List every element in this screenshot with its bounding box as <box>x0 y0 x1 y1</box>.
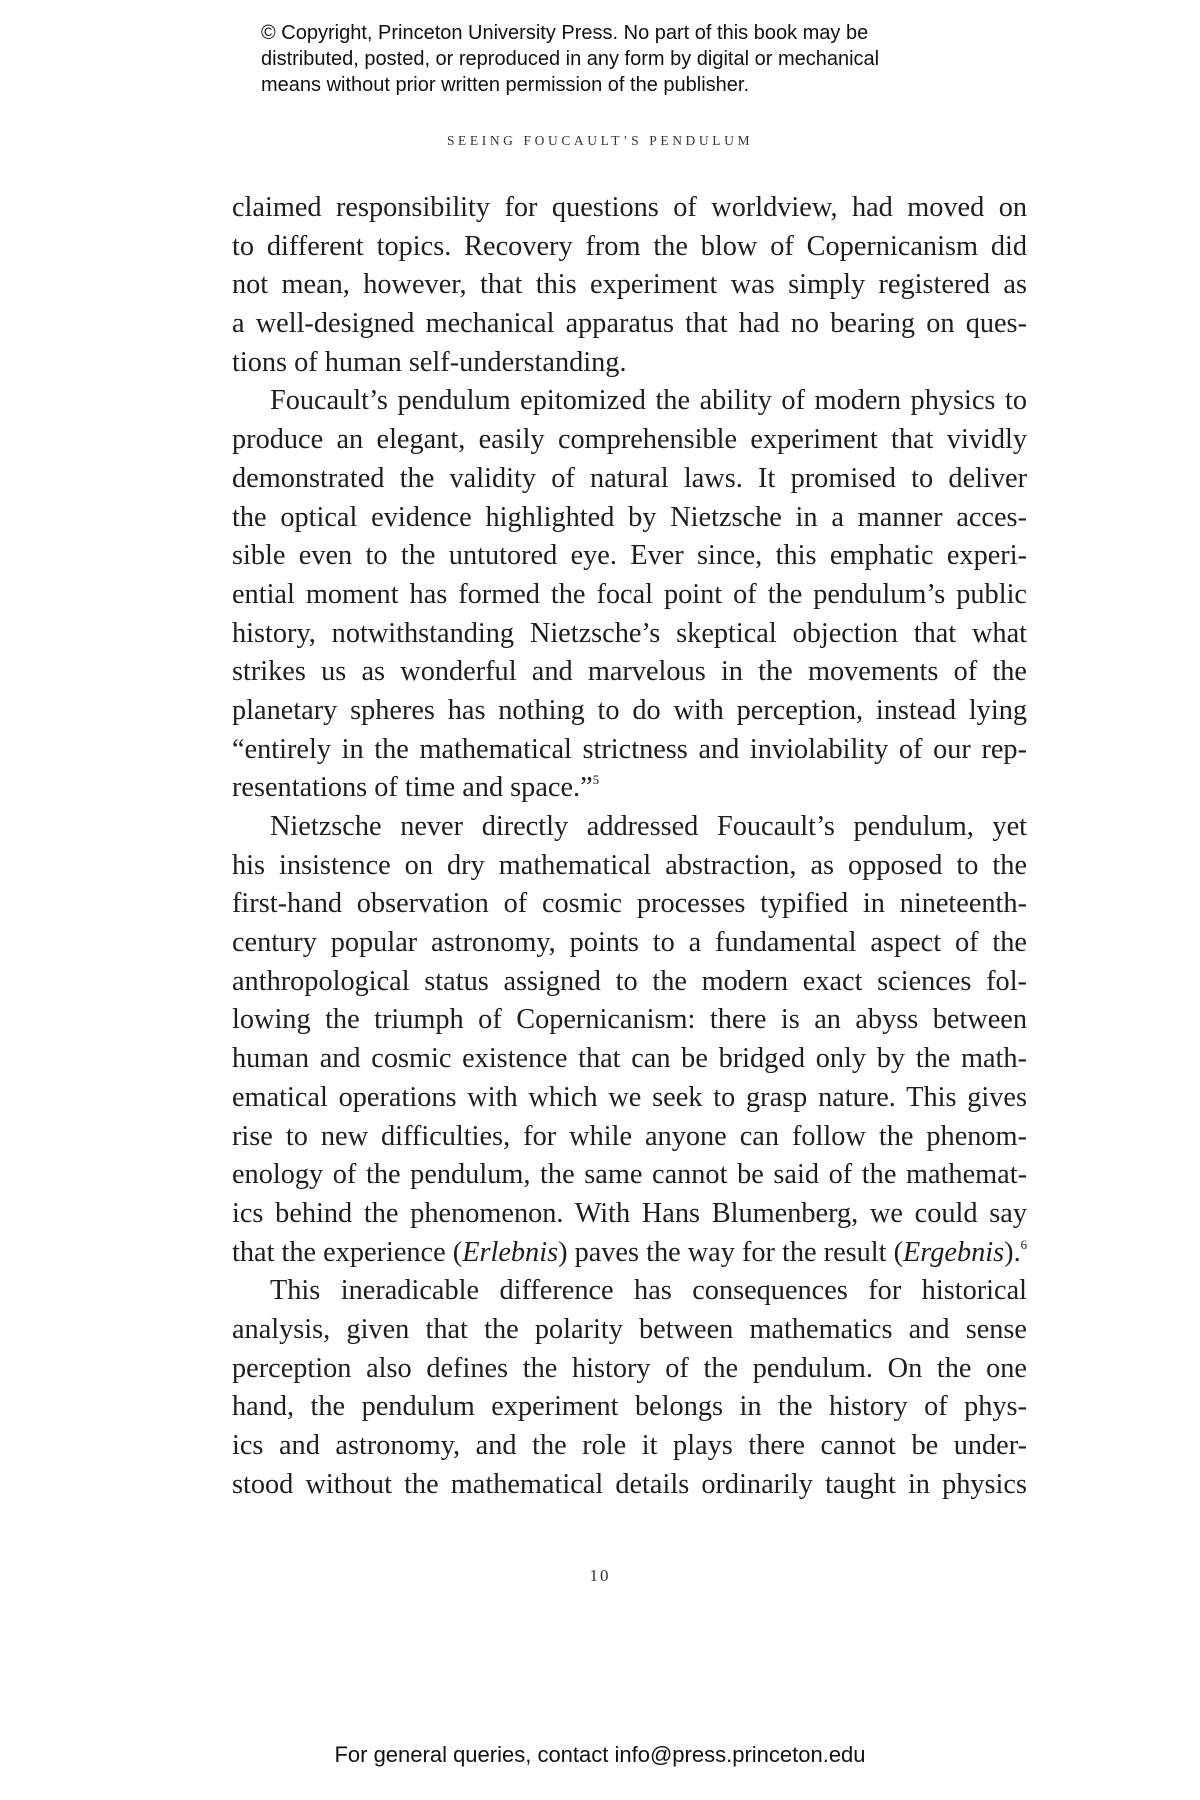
text-line: planetary spheres has nothing to do with perception, instead lying <box>232 694 1027 726</box>
text-line-content: resentations of time and space.” <box>232 772 593 804</box>
text-line: ics behind the phenomenon. With Hans Blumenberg, we could say <box>232 1197 1027 1229</box>
text-line: a well-designed mechanical apparatus that had no bearing on ques- <box>232 308 1027 340</box>
italic-term: Erlebnis <box>462 1236 559 1268</box>
text-line: claimed responsibility for questions of worldview, had moved on <box>232 192 1027 223</box>
text-line: hand, the pendulum experiment belongs in the history of phys- <box>232 1391 1027 1423</box>
text-fragment: ) paves the way for the result ( <box>558 1236 904 1268</box>
text-line: ematical operations with which we seek to grasp nature. This gives <box>232 1081 1027 1113</box>
text-line: lowing the triumph of Copernicanism: there is an abyss between <box>232 1004 1027 1036</box>
text-line: anthropological status assigned to the modern exact sciences fol- <box>232 965 1027 997</box>
text-line: perception also defines the history of the pendulum. On the one <box>232 1352 1027 1384</box>
text-line: Nietzsche never directly addressed Foucault’s pendulum, yet <box>270 811 1027 842</box>
copyright-line: means without prior written permission of the publisher. <box>261 74 750 96</box>
text-line: enology of the pendulum, the same cannot be said of the mathemat- <box>232 1159 1027 1191</box>
text-line: stood without the mathematical details ordinarily taught in physics <box>232 1468 1027 1500</box>
body-text <box>232 189 1027 1504</box>
paragraph-3 <box>232 808 1027 1272</box>
paragraph-2 <box>232 382 1027 808</box>
text-line: “entirely in the mathematical strictness and inviolability of our rep- <box>232 733 1027 765</box>
text-line: century popular astronomy, points to a fundamental aspect of the <box>232 927 1027 959</box>
paragraph-4 <box>232 1272 1027 1504</box>
text-line: history, notwithstanding Nietzsche’s skeptical objection that what <box>232 617 1027 649</box>
page-number: 10 <box>589 1566 611 1585</box>
text-line: human and cosmic existence that can be bridged only by the math- <box>232 1043 1027 1075</box>
italic-term: Ergebnis <box>903 1236 1005 1268</box>
text-line: produce an elegant, easily comprehensible experiment that vividly <box>232 424 1027 456</box>
contact-footer: For general queries, contact info@press.princeton.edu <box>334 1742 866 1767</box>
copyright-notice <box>261 20 1021 98</box>
paragraph-1 <box>232 189 1027 382</box>
text-line <box>232 769 1027 808</box>
text-line: sible even to the untutored eye. Ever since, this emphatic experi- <box>232 540 1027 572</box>
text-line: analysis, given that the polarity between mathematics and sense <box>232 1313 1027 1345</box>
text-line: rise to new difficulties, for while anyone can follow the phenom- <box>232 1120 1027 1152</box>
text-line: Foucault’s pendulum epitomized the ability of modern physics to <box>270 385 1027 417</box>
text-line: tions of human self-understanding. <box>232 346 627 378</box>
copyright-line: distributed, posted, or reproduced in any form by digital or mechanical <box>261 48 880 70</box>
text-line: ential moment has formed the focal point of the pendulum’s public <box>232 578 1027 610</box>
copyright-line: © Copyright, Princeton University Press. No part of this book may be <box>261 22 869 44</box>
text-line: first-hand observation of cosmic processes typified in nineteenth- <box>232 888 1027 920</box>
text-line <box>232 1234 1027 1273</box>
text-line: not mean, however, that this experiment was simply registered as <box>232 269 1027 301</box>
footnote-reference[interactable]: 6 <box>1020 1236 1028 1252</box>
text-line: ics and astronomy, and the role it plays there cannot be under- <box>232 1430 1027 1461</box>
text-line: to different topics. Recovery from the blow of Copernicanism did <box>232 230 1027 262</box>
text-line: strikes us as wonderful and marvelous in the movements of the <box>232 656 1027 688</box>
text-line: his insistence on dry mathematical abstraction, as opposed to the <box>232 849 1027 881</box>
footnote-reference[interactable]: 5 <box>592 772 600 788</box>
text-fragment: ). <box>1004 1236 1021 1268</box>
text-line: demonstrated the validity of natural laws. It promised to deliver <box>232 462 1027 494</box>
text-line: the optical evidence highlighted by Nietzsche in a manner acces- <box>232 501 1027 533</box>
text-fragment: that the experience ( <box>232 1236 463 1268</box>
text-line: This ineradicable difference has consequences for historical <box>270 1275 1027 1307</box>
running-head: SEEING FOUCAULT’S PENDULUM <box>446 133 754 148</box>
